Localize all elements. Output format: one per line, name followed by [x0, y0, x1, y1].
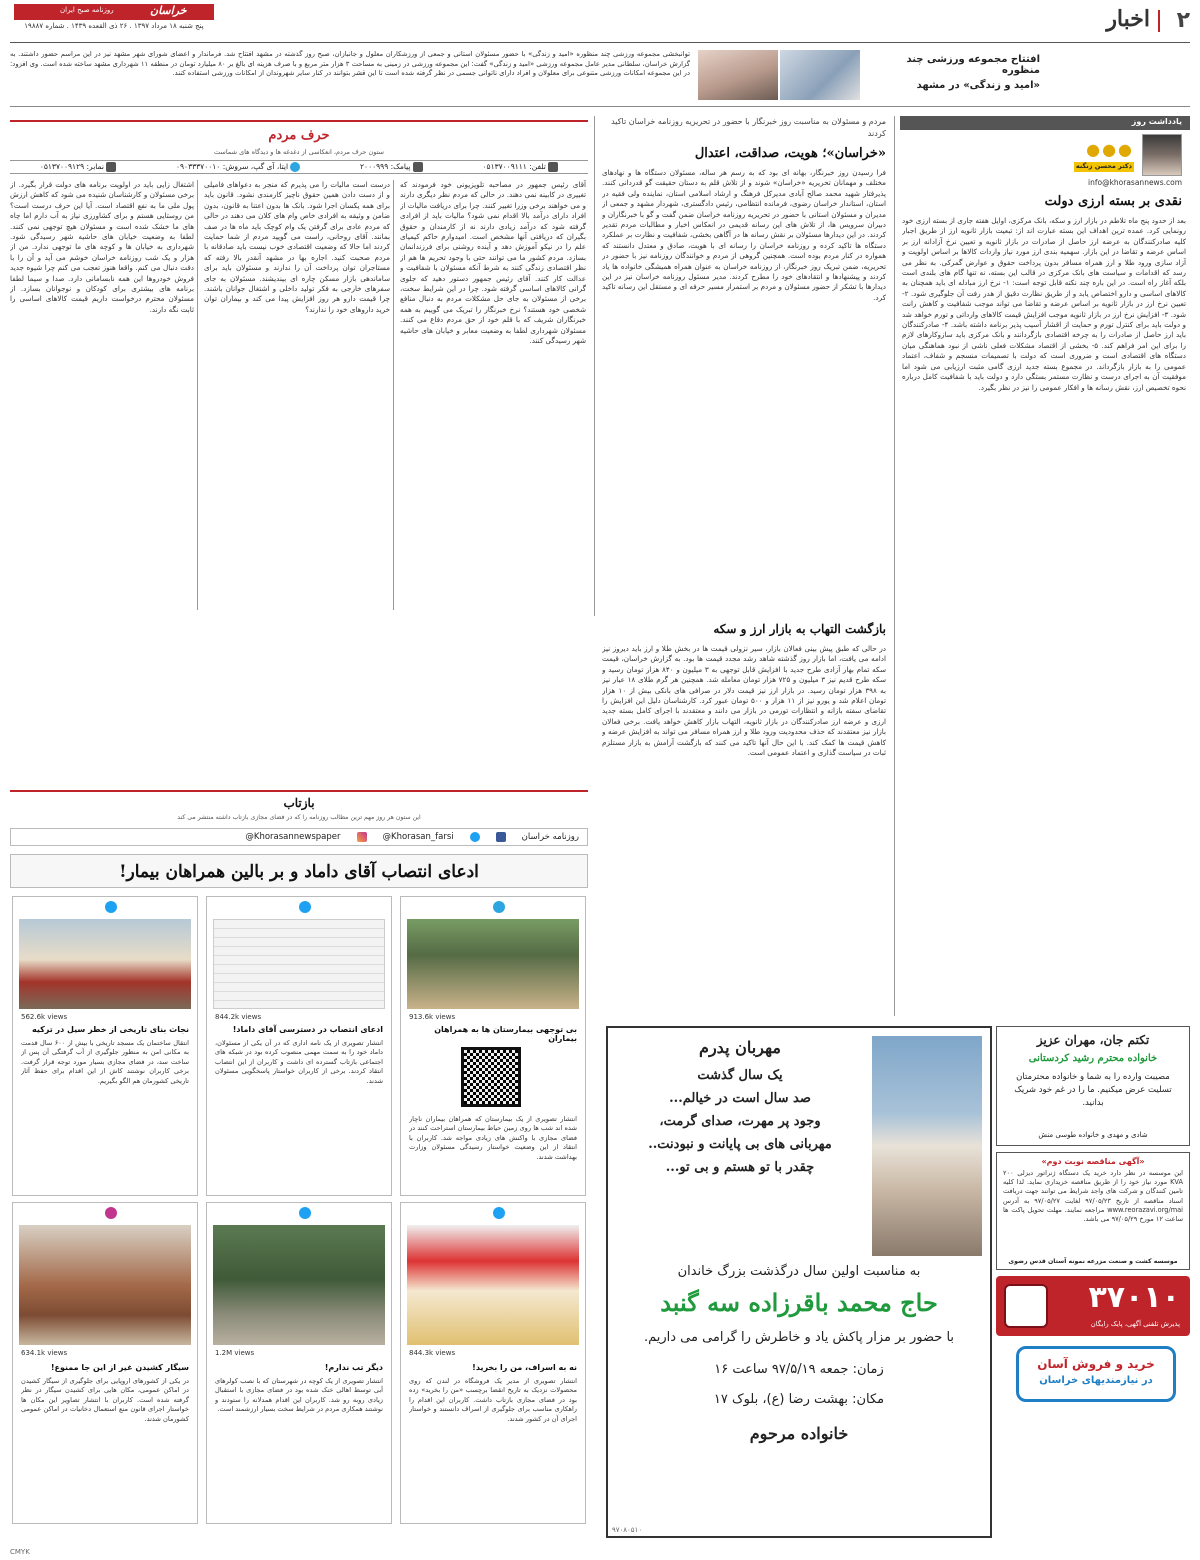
- condolence-text: مصیبت وارده را به شما و خانواده محترمتان تسلیت عرض میکنیم. ما را در غم خود شریک بدانید.: [1014, 1072, 1172, 1108]
- handle-instagram[interactable]: @Khorasannewspaper: [245, 832, 341, 842]
- card-photo: [19, 919, 191, 1009]
- header-rule: [10, 42, 1190, 43]
- poem-line-1: یک سال گذشت: [697, 1068, 783, 1083]
- masthead-brand-sub: روزنامه صبح ایران: [60, 6, 114, 14]
- card-body: در یکی از کشورهای اروپایی برای جلوگیری از سیگار کشیدن در اماکن عمومی، مکان هایی برای کشیدن سیگار در نظر گرفته شده است. کاربران با انتشار تصاویر این مکان ها خواستار اجرای قانون منع استعمال دخانیات در اماکن عمومی کشورمان شدند.: [21, 1377, 189, 1423]
- card-body: انتشار تصویری از یک کوچه در شهرستان که با نصب کولرهای آبی توسط اهالی خنک شده بود در فضای مجازی با استقبال زیادی روبه رو شد. کاربران این اقدام همدلانه را ستودند و نوشتند همکاری مردم در شرایط سخت بسیار ارزشمند است.: [215, 1377, 383, 1414]
- middle-kicker: مردم و مسئولان به مناسبت روز خبرنگار با حضور در تحریریه روزنامه خراسان تاکید کردند: [611, 117, 886, 138]
- twitter-icon: [299, 901, 311, 913]
- tender-sign: موسسه کشت و صنعت مزرعه نمونه آستان قدس رضوی: [1008, 1258, 1178, 1265]
- dateline: پنج شنبه ۱۸ مرداد ۱۳۹۷ . ۲۶ ذی القعده ۱۴۳۹ . شماره ۱۹۸۸۷: [24, 22, 204, 30]
- tender-text: این موسسه در نظر دارد خرید یک دستگاه ژنراتور دیزلی ۲۰۰ KVA مورد نیاز خود را از طریق مناقصه خریداری نماید. لذا کلیه تامین کنندگان و شرکت های واجد شرایط می توانند جهت دریافت اسناد مناقصه از تاریخ ۹۷/۰۵/۲۳ لغایت ۹۷/۰۵/۲۷ به آدرس www.reorazavi.org/mai مراجعه نمایند. مهلت تحویل پاکت ها ساعت ۱۲ مورخ ۹۷/۰۵/۲۹ می باشد.: [1003, 1169, 1183, 1224]
- gold-story: [598, 622, 890, 1016]
- memorial-family: خانواده مرحوم: [749, 1424, 849, 1443]
- feedback-handles-bar: [10, 828, 588, 846]
- author-photo: [1142, 134, 1182, 176]
- section-divider: [1158, 10, 1160, 32]
- qr-code: [461, 1047, 521, 1107]
- card-body: انتقال ساختمان یک مسجد تاریخی با بیش از ۶۰۰ سال قدمت به مکانی امن به منظور جلوگیری از آب گرفتگی آن پس از ساخت سد، در فضای مجازی بسیار مورد توجه قرار گرفت. برخی کاربران نوشتند کاش از این اقدام برای حفظ آثار تاریخی کشورمان هم الگو بگیریم.: [21, 1039, 189, 1085]
- telegram-icon: [493, 901, 505, 913]
- people-col-1: آقای رئیس جمهور در مصاحبه تلویزیونی خود فرمودند که تغییری در کابینه نمی دهند. در حالی که مردم نظر دیگری دارند و می خواهند برخی وزرا تغییر کنند. چرا برای دریافت مالیات از افراد دارای درآمد بالا اقدام نمی شود؟ مالیات باید از افرادی گرفته شود که درآمد زیادی دارند نه از کارمندان و حقوق بگیران که دریافتی آنها مشخص است. امیدوارم حاکم کیمیای علم را در نیکو آموزش دهد و آینده روشنی برای فرزندانمان بسازد. مردم کشور ما می توانند حتی با وجود تحریم ها هم از نظر اقتصادی زندگی کنند به شرط آنکه مسئولان با شفافیت و عدالت کار کنند. آقای رئیس جمهور دستور دهید که جلوی گرانی کالاهای اساسی گرفته شود. چرا در این شرایط سخت، برخی از مسئولان به جای حل مشکلات مردم به دنبال منافع شخصی خود هستند؟ نرخ خبرنگار را تبریک می گوییم به همه خبرنگاران شریف که با قلم خود از حق مردم دفاع می کنند. مسئولان شهرداری لطفا به وضعیت معابر و خیابان های حاشیه شهر رسیدگی کنند.: [400, 180, 586, 346]
- contact-messenger: ایتا، آی گپ، سروش: ۰۹۰۳۳۳۷۰۰۱۰: [176, 162, 300, 172]
- people-col-divider-2: [197, 180, 198, 610]
- middle-body: فرا رسیدن روز خبرنگار، بهانه ای بود که به رسم هر ساله، مسئولان دستگاه ها و نهادهای مختلف و مهمانان تحریریه «خراسان» شوند و از تلاش قلم به دستان حقیقت گو قدردانی کنند. پذیرفتار شهید محمد صالح آبادی مدیرکل فرهنگ و ارشاد اسلامی استان، نماینده ولی فقیه در استان، استاندار خراسان رضوی، فرمانده انتظامی، رئیس دادگستری، شهردار مشهد و جمعی از مدیران و مسئولان استانی با حضور در تحریریه روزنامه خراسان ضمن گفت و گو با خبرنگاران و دبیران سرویس ها، از تلاش های این رسانه قدیمی در انعکاس اخبار و مطالبات مردم تقدیر کردند. در این دیدارها مسئولان بر نقش رسانه ها در آگاهی بخشی، شفافیت و نظارت بر عملکرد دستگاه ها تاکید کرده و روزنامه خراسان را رسانه ای با هویت، صادق و معتدل دانستند که همواره در کنار مردم بوده است. همچنین گروهی از مردم و خوانندگان روزنامه نیز با حضور در تحریریه، ضمن تبریک روز خبرنگار، از روزنامه خراسان به عنوان همراه همیشگی خانواده ها یاد کردند و پیشنهادها و انتقادهای خود را مطرح کردند. مدیر مسئول روزنامه خراسان نیز در این دیدارها با تشکر از حضور مسئولان و مردم بر استمرار مسیر حرفه ای و مستقل این رسانه تاکید کرد.: [602, 168, 886, 302]
- facebook-icon[interactable]: [496, 832, 506, 842]
- condolence-family: خانواده محترم رشید کردستانی: [1028, 1053, 1158, 1064]
- instagram-icon: [105, 1207, 117, 1219]
- fax-icon: [106, 162, 116, 172]
- column-title: نقدی بر بسته ارزی دولت: [1044, 194, 1182, 209]
- poem-line-5: چقدر با تو هستم و بی تو...: [665, 1160, 815, 1175]
- people-title: حرف مردم: [268, 128, 330, 143]
- page-header: [0, 0, 1200, 44]
- tender-title: «آگهی مناقصه نوبت دوم»: [1041, 1157, 1145, 1166]
- card-body: انتشار تصویری از یک نامه اداری که در آن یکی از مسئولان، داماد خود را به سمت مهمی منصوب کرده بود در شبکه های اجتماعی بازتاب گسترده ای داشت و کاربران از این انتصاب انتقاد کردند. برخی از کاربران خواستار پاسخگویی مسئولان شدند.: [215, 1039, 383, 1085]
- card-title: نجات بنای تاریخی از خطر سیل در ترکیه: [31, 1025, 189, 1034]
- card-views: 1.2M views: [215, 1349, 255, 1357]
- condolence-title: تکتم جان، مهران عزیز: [1036, 1033, 1150, 1047]
- page-number: ۲: [1176, 8, 1190, 33]
- masthead-brand: خراسان: [150, 4, 187, 17]
- top-story-photo-2: [698, 50, 778, 100]
- memorial-invite: با حضور بر مزار پاکش یاد و خاطرش را گرامی می داریم.: [643, 1330, 955, 1345]
- memorial-time: زمان: جمعه ۹۷/۵/۱۹ ساعت ۱۶: [714, 1362, 884, 1377]
- poem-line-3: وجود پر مهرت، صدای گرمت،: [659, 1114, 821, 1129]
- twitter-icon[interactable]: [470, 832, 480, 842]
- people-title-rule: [10, 120, 588, 122]
- people-col-3: اشتغال زایی باید در اولویت برنامه های دولت قرار بگیرد. از برخی مسئولان و کارشناسان شنیده می شود که کاهش ارزش پول ملی ما به نفع اقتصاد است. آیا این حرف درست است؟ من روستایی هستم و برای کشاورزی نیاز به آب دارم اما چاه های ما خشک شده است و مسئولان هیچ توجهی نمی کنند. لطفا به وضعیت خیابان های حاشیه شهر رسیدگی شود. شهرداری به خیابان ها و کوچه های ما توجهی ندارد. من از هزار و یک شب روزنامه خراسان خوشم می آید و آن را با دقت دنبال می کنم. واقعا هنوز تعجب می کنم چرا شیوه جدید فروش خودروها این همه نابسامانی دارد. صدا و سیما لطفا برنامه های بیشتری برای کودکان و نوجوانان بسازد. از مسئولان محترم درخواست داریم قیمت کالاهای اساسی را ثابت نگه دارند.: [10, 180, 194, 314]
- twitter-icon: [299, 1207, 311, 1219]
- phone-slogan: [1016, 1346, 1176, 1402]
- memorial-ad: [606, 1026, 992, 1538]
- gold-body: در حالی که طبق پیش بینی فعالان بازار، سیر نزولی قیمت ها در بخش طلا و ارز باید دیروز نیز ادامه می یافت، اما بازار روز گذشته شاهد رشد مجدد قیمت ها بود. به گزارش خراسان، قیمت سکه تمام بهار آزادی طرح جدید با افزایش قابل توجهی به ۳ میلیون و ۸۴۰ هزار تومان رسید و سکه طرح قدیم نیز ۳ میلیون و ۷۲۵ هزار تومان معامله شد. همچنین هر گرم طلای ۱۸ عیار نیز به ۳۹۸ هزار تومان رسید. در بازار ارز نیز قیمت دلار در صرافی های بانکی بیش از ۱۰ هزار تومان اعلام شد و یورو نیز از ۱۱ هزار و ۵۰۰ تومان عبور کرد. کارشناسان دلیل این افزایش را تقاضای سفته بازانه و انتظارات تورمی در بازار می دانند و معتقدند با اجرای کامل بسته جدید ارزی و عرضه ارز صادرکنندگان در بازار ثانویه، التهاب بازار کاهش خواهد یافت. برخی فعالان بازار نیز معتقدند که حذف محدودیت ورود طلا و ارز همراه مسافر می تواند به افزایش عرضه و کاهش قیمت ها کمک کند. با این حال آنها تاکید می کنند که بازگشت آرامش به بازار مستلزم ثبات در سیاست گذاری و اعتماد عمومی است.: [602, 644, 886, 758]
- card-title: دیگر تب ندارم!: [324, 1363, 383, 1372]
- card-photo: [213, 919, 385, 1009]
- memorial-code: ۹۷۰۸۰۵۱۰: [612, 1526, 643, 1534]
- card-photo: [19, 1225, 191, 1345]
- card-views: 844.2k views: [215, 1013, 262, 1021]
- card-photo: [213, 1225, 385, 1345]
- newspaper-label: روزنامه خراسان: [521, 832, 579, 842]
- card-body: انتشار تصویری از مدیر یک فروشگاه در لندن که روی محصولات نزدیک به تاریخ انقضا برچسب «من را بخرید» زده بود در فضای مجازی بازتاب داشت. کاربران این اقدام را راهکاری مناسب برای جلوگیری از اسراف دانستند و خواستار اجرای آن در کشور شدند.: [409, 1377, 577, 1423]
- memorial-occasion: به مناسبت اولین سال درگذشت بزرگ خاندان: [677, 1264, 921, 1279]
- contact-phone: تلفن: ۰۵۱۳۷۰۰۹۱۱۱: [483, 162, 559, 172]
- phone-icon: [1004, 1284, 1048, 1328]
- top-story: [10, 48, 1190, 106]
- author-email: info@khorasannews.com: [1088, 178, 1182, 187]
- card-title: ادعای انتصاب در دسترسی آقای داماد!: [232, 1025, 383, 1034]
- tender-ad: [996, 1152, 1190, 1270]
- feedback-section: [10, 790, 588, 1528]
- top-story-rule: [10, 106, 1190, 107]
- card-views: 562.6k views: [21, 1013, 68, 1021]
- poem-line-4: مهربانی های بی پایانت و نبودنت..: [648, 1137, 832, 1152]
- feedback-card-1: [400, 896, 586, 1196]
- middle-title: «خراسان»؛ هویت، صداقت، اعتدال: [694, 146, 886, 161]
- memorial-place: مکان: بهشت رضا (ع)، بلوک ۱۷: [713, 1392, 885, 1407]
- phone-line: پذیرش تلفنی آگهی، پایک رایگان: [1090, 1320, 1180, 1328]
- condolence-ad: [996, 1026, 1190, 1146]
- feedback-card-4: [400, 1202, 586, 1524]
- phone-number: ۳۷۰۱۰: [1088, 1280, 1180, 1315]
- column-body: بعد از حدود پنج ماه تلاطم در بازار ارز و سکه، بانک مرکزی، اوایل هفته جاری از بسته ارزی خود رونمایی کرد. عمده ترین اهداف این بسته عبارت اند از: تبعیت بازار ثانویه ارز از طریق اجبار کلیه صادرکنندگان به عرضه ارز حاصل از صادرات در بازار ثانویه و تعیین نرخ آزادانه ارز بر اساس عرضه و تقاضا در این بازار. سهمیه بندی ارز مورد نیاز واردات کالاها بر اساس اولویت و آزاد سازی ورود طلا و ارز همراه مسافر بدون پرداخت حقوق و عوارض گمرکی. به نظر می رسد که اقدامات و سیاست های بانک مرکزی در قالب این بسته، نه تنها گام های بلندی است بلکه آغاز راه است. در این باره چند نکته قابل توجه است: ۱- نرخ ارز مبادله ای باید همچنان به کالاهای اساسی و دارو اختصاص یابد و از طریق نظارت دقیق از هدر رفت آن جلوگیری شود. ۲- تعیین نرخ ارز در بازار ثانویه بر اساس عرضه و تقاضا می تواند موجب شفافیت و کاهش رانت شود. ۳- افزایش نرخ ارز در بازار ثانویه موجب افزایش قیمت کالاهای وارداتی و تورم خواهد شد و دولت باید برای کنترل تورم و حمایت از اقشار آسیب پذیر برنامه داشته باشد. ۴- صادرکنندگان باید ارز حاصل از صادرات را به چرخه اقتصادی بازگردانند و بانک مرکزی باید سازوکارهای لازم را برای این امر فراهم کند. ۵- بخشی از اقتصاد مشکلات فعلی ناشی از نبود هماهنگی میان دستگاه های اقتصادی است و ضروری است که دولت با تصمیمات منسجم و شفاف، اعتماد عمومی را به بازار بازگرداند. در مجموع بسته جدید ارزی گامی مثبت ارزیابی می شود اما موفقیت آن به اجرای درست و نظارت مستمر بستگی دارد و دولت باید با شفافیت کامل درباره نحوه تخصیص ارز، نقش رسانه ها و افکار عمومی را نیز در نظر بگیرد.: [902, 216, 1186, 392]
- people-col-2: درست است مالیات را می پذیرم که منجر به دعواهای فامیلی و از دست دادن همین حقوق ناچیز کارمندی نشود. قانون باید برای همه یکسان اجرا شود. بانک ها بدون اعتنا به قانون، بدون ضامن و وثیقه به افرادی خاص وام های کلان می دهند در حالی که مردم عادی برای گرفتن یک وام کوچک باید ماه ها در صف بمانند. آقای روحانی، راست می گویید مردم از شما حمایت کردند اما حالا که وضعیت اقتصادی خوب نیست باید صادقانه با مردم صحبت کنید. اجاره بها در مشهد آنقدر بالا رفته که مستاجران توان پرداخت آن را ندارند و مسئولان باید برای ساماندهی بازار مسکن چاره ای بیندیشند. مسئولان به جای سفرهای خارجی به فکر تولید داخلی و اشتغال جوانان باشند. چرا قیمت دارو هر روز افزایش پیدا می کند و بیماران توان خرید داروهای خود را ندارند؟: [204, 180, 390, 314]
- feedback-title: بازتاب: [283, 796, 315, 810]
- feedback-card-5: [206, 1202, 392, 1524]
- card-title: نه به اسراف، من را بخرید!: [472, 1363, 577, 1372]
- phone-ad: [996, 1276, 1190, 1530]
- card-photo: [407, 919, 579, 1009]
- column-divider: [894, 116, 895, 1016]
- poem-line-2: صد سال است در خیالم...: [669, 1091, 811, 1106]
- card-title: بی توجهی بیمارستان ها به همراهان بیماران: [434, 1025, 577, 1043]
- middle-divider: [594, 116, 595, 616]
- messenger-icon: [290, 162, 300, 172]
- feedback-subtitle: این ستون هر روز مهم ترین مطالب روزنامه را که در فضای مجازی بازتاب داشته منتشر می کند: [177, 814, 421, 821]
- card-photo: [407, 1225, 579, 1345]
- feedback-card-2: [206, 896, 392, 1196]
- card-views: 844.3k views: [409, 1349, 456, 1357]
- contact-sms: پیامک: ۲۰۰۰۹۹۹: [360, 162, 423, 172]
- twitter-icon: [493, 1207, 505, 1219]
- people-contacts: [10, 160, 588, 174]
- top-story-title-line1: افتتاح مجموعه ورزشی چند منظوره: [906, 54, 1040, 76]
- contact-fax: نمابر: ۰۵۱۳۷۰۰۹۱۲۹: [40, 162, 117, 172]
- people-section: [10, 116, 588, 616]
- feedback-card-3: [12, 896, 198, 1196]
- column-section: [900, 116, 1190, 1016]
- memorial-photo: [872, 1036, 982, 1256]
- slogan-line-2: در نیازمندیهای خراسان: [1039, 1375, 1153, 1386]
- author-name: دکتر محسن زنگنه: [1075, 162, 1132, 170]
- handle-twitter[interactable]: @Khorasan_farsi: [382, 832, 454, 842]
- print-code: CMYK: [10, 1548, 30, 1556]
- gold-title: بازگشت التهاب به بازار ارز و سکه: [713, 622, 886, 636]
- phone-icon: [548, 162, 558, 172]
- feedback-card-6: [12, 1202, 198, 1524]
- memorial-name: حاج محمد باقرزاده سه گنبد: [660, 1288, 938, 1317]
- card-body: انتشار تصویری از یک بیمارستان که همراهان بیماران ناچار شده اند شب ها روی زمین حیاط بیمارستان استراحت کنند در فضای مجازی با واکنش های زیادی مواجه شد. کاربران با انتقاد از این وضعیت خواستار رسیدگی مسئولان وزارت بهداشت شدند.: [409, 1115, 577, 1161]
- memorial-poem: [620, 1064, 860, 1179]
- condolence-sign: شادی و مهدی و خانواده طوسی منش: [1038, 1131, 1148, 1139]
- feedback-headline: ادعای انتصاب آقای داماد و بر بالین همراهان بیمار!: [10, 854, 588, 888]
- people-subtitle: ستون حرف مردم، انعکاسی از دغدغه ها و دیدگاه های شماست: [214, 148, 384, 156]
- top-story-title-line2: «امید و زندگی» در مشهد: [916, 80, 1040, 91]
- twitter-icon: [105, 901, 117, 913]
- feedback-title-rule: [10, 790, 588, 792]
- instagram-icon[interactable]: [357, 832, 367, 842]
- card-title: سیگار کشیدن غیر از این جا ممنوع!: [50, 1363, 189, 1372]
- card-views: 913.6k views: [409, 1013, 456, 1021]
- section-title: اخبار: [1106, 6, 1150, 32]
- column-kicker: یادداشت روز: [1131, 117, 1182, 126]
- slogan-line-1: خرید و فروش آسان: [1037, 1357, 1155, 1371]
- sms-icon: [413, 162, 423, 172]
- card-views: 634.1k views: [21, 1349, 68, 1357]
- top-story-photo-1: [780, 50, 860, 100]
- top-story-body: توانبخشی مجموعه ورزشی چند منظوره «امید و زندگی» با حضور مسئولان استانی و جمعی از ورزشکاران معلول و جانبازان، صبح روز گذشته در مشهد افتتاح شد. فرماندار و اعضای شورای شهر مشهد نیز در این مراسم حضور داشتند. به گزارش خراسان، سلطانی مدیر عامل مجموعه ورزشی «امید و زندگی» گفت: این مجموعه ورزشی در زمینی به مساحت ۳ هزار متر مربع و با صرف هزینه ای بالغ بر ۸۰ میلیارد تومان در منطقه ۱۱ شهرداری مشهد ساخته شده است. وی افزود: در این مجموعه امکانات ورزشی متنوعی برای معلولان و افراد دارای ناتوانی جسمی در نظر گرفته شده است تا این قشر بتوانند در کنار سایر شهروندان از امکانات ورزشی استفاده کنند.: [10, 50, 690, 78]
- people-col-divider-1: [393, 180, 394, 610]
- top-story-title: [870, 54, 1040, 91]
- memorial-title: مهربان پدرم: [699, 1038, 781, 1057]
- author-dots: ●●●: [1086, 140, 1134, 159]
- middle-story: [598, 116, 890, 616]
